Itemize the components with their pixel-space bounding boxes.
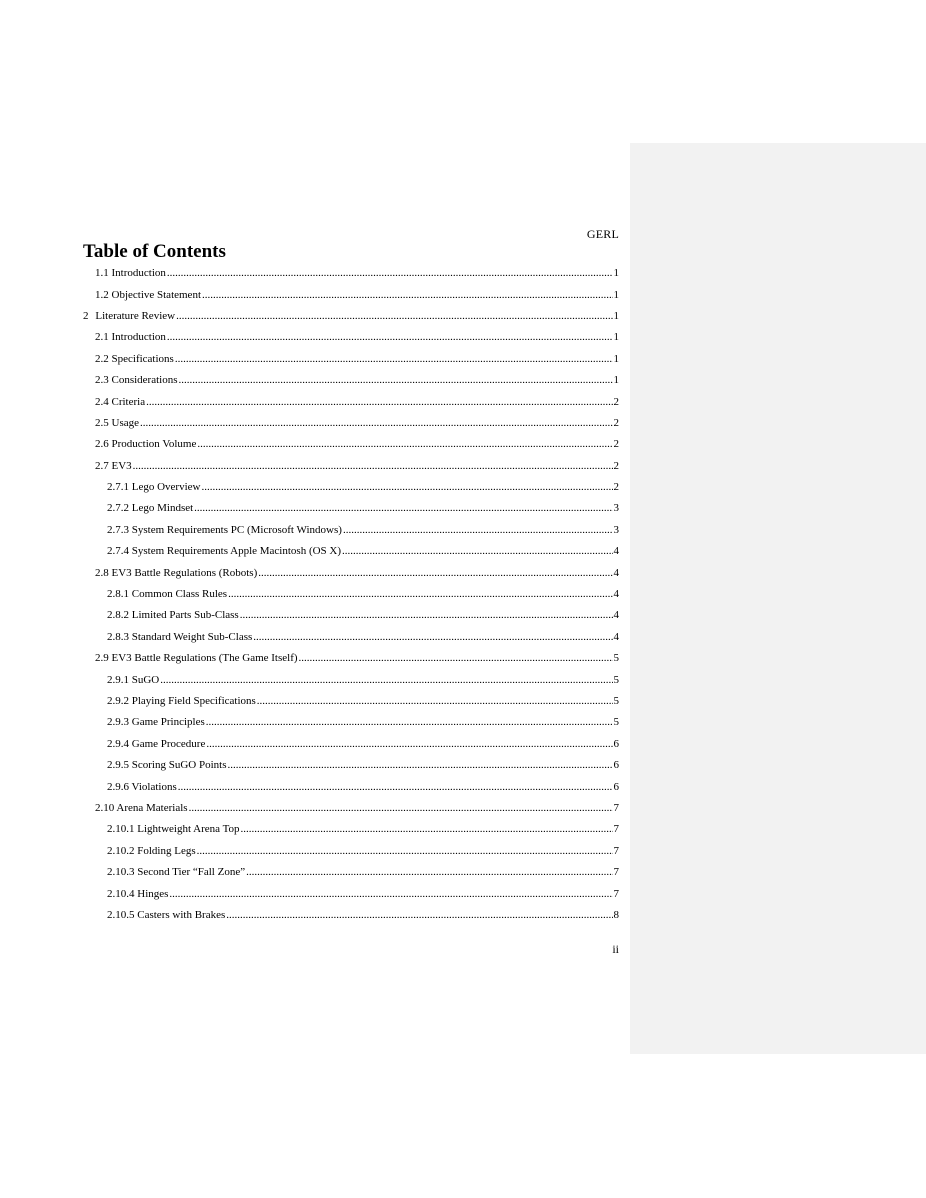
toc-entry-text: 2.1 Introduction [95,331,166,344]
toc-entry[interactable] [83,456,619,477]
toc-dot-leader [194,502,612,515]
toc-entry[interactable] [83,541,619,562]
page-number: ii [612,942,619,956]
toc-entry-page: 2 [613,459,619,472]
toc-dot-leader [241,823,613,836]
toc-entry[interactable] [83,327,619,348]
toc-entry-text: 2.10.1 Lightweight Arena Top [107,823,240,836]
toc-entry-page: 6 [613,780,619,793]
toc-entry[interactable] [83,306,619,327]
toc-dot-leader [169,888,612,901]
toc-entry[interactable] [83,477,619,498]
toc-entry[interactable] [83,413,619,434]
toc-entry-page: 4 [613,609,619,622]
toc-entry[interactable] [83,734,619,755]
toc-dot-leader [228,588,612,601]
toc-entry-text: 2.10.3 Second Tier “Fall Zone” [107,866,246,879]
toc-entry[interactable] [83,263,619,284]
toc-entry-page: 5 [613,716,619,729]
toc-entry-page: 5 [613,652,619,665]
toc-entry[interactable] [83,712,619,733]
toc-entry-text: 2.10.2 Folding Legs [107,844,196,857]
toc-dot-leader [258,567,612,580]
toc-entry-text: 2.3 Considerations [95,374,178,387]
toc-entry[interactable] [83,370,619,391]
toc-entry-page: 2 [613,481,619,494]
toc-entry[interactable] [83,862,619,883]
toc-entry-page: 4 [613,588,619,601]
toc-entry-text: 2.9.4 Game Procedure [107,737,206,750]
toc-dot-leader [167,331,613,344]
toc-entry-number: 2 [83,309,89,322]
toc-dot-leader [178,781,613,794]
toc-entry-page: 8 [613,908,619,921]
toc-entry[interactable] [83,648,619,669]
toc-entry-text: 2.10 Arena Materials [95,801,188,814]
toc-entry[interactable] [83,627,619,648]
toc-entry[interactable] [83,905,619,926]
toc-entry-page: 1 [613,352,619,365]
toc-entry-text: 2.10.4 Hinges [107,887,169,900]
toc-dot-leader [342,545,612,558]
toc-entry-page: 6 [613,759,619,772]
toc-entry-text: 2.8 EV3 Battle Regulations (Robots) [95,566,258,579]
toc-entry-page: 4 [613,545,619,558]
toc-title: Table of Contents [83,241,226,262]
toc-entry[interactable] [83,755,619,776]
toc-entry-page: 1 [613,374,619,387]
toc-dot-leader [257,695,613,708]
toc-entry-text: 2.9 EV3 Battle Regulations (The Game Itself) [95,652,298,665]
toc-entry[interactable] [83,434,619,455]
toc-entry[interactable] [83,883,619,904]
toc-dot-leader [197,845,613,858]
toc-entry[interactable] [83,605,619,626]
toc-entry-page: 7 [613,823,619,836]
toc-entry-text: 2.5 Usage [95,416,139,429]
toc-dot-leader [167,267,613,280]
toc-dot-leader [228,759,613,772]
toc-entry[interactable] [83,391,619,412]
toc-entry-text: 2.7.3 System Requirements PC (Microsoft Windows) [107,523,342,536]
toc-entry-text: 2.7.1 Lego Overview [107,481,201,494]
toc-entry-text: 2.4 Criteria [95,395,146,408]
toc-entry-page: 5 [613,673,619,686]
toc-entry-page: 4 [613,630,619,643]
toc-dot-leader [299,652,613,665]
running-header: GERL [586,227,619,241]
toc-entry-text: 2.9.3 Game Principles [107,716,205,729]
toc-entry-page: 3 [613,502,619,515]
toc-entry-text: 2.7.2 Lego Mindset [107,502,194,515]
toc-dot-leader [343,524,613,537]
toc-entry[interactable] [83,819,619,840]
toc-list [83,263,619,926]
toc-dot-leader [176,310,612,323]
toc-dot-leader [202,289,613,302]
toc-entry-page: 6 [613,737,619,750]
toc-entry-page: 7 [613,887,619,900]
toc-entry-text: 2.7 EV3 [95,459,132,472]
toc-dot-leader [160,674,612,687]
toc-entry-text: 2.7.4 System Requirements Apple Macintosh (OS X) [107,545,342,558]
toc-entry-page: 7 [613,866,619,879]
toc-entry-text: 2.8.3 Standard Weight Sub-Class [107,630,253,643]
toc-dot-leader [246,866,612,879]
toc-dot-leader [140,417,613,430]
toc-dot-leader [226,909,612,922]
toc-dot-leader [240,609,613,622]
toc-entry-text: 2.6 Production Volume [95,438,197,451]
toc-entry[interactable] [83,776,619,797]
toc-entry[interactable] [83,841,619,862]
toc-entry[interactable] [83,562,619,583]
toc-entry[interactable] [83,498,619,519]
toc-entry-page: 4 [613,566,619,579]
toc-entry-page: 2 [613,416,619,429]
toc-entry-text: 2.8.2 Limited Parts Sub-Class [107,609,239,622]
toc-entry[interactable] [83,584,619,605]
toc-dot-leader [175,353,613,366]
toc-dot-leader [189,802,613,815]
toc-entry[interactable] [83,349,619,370]
toc-entry-text: 2.8.1 Common Class Rules [107,588,228,601]
toc-entry-page: 7 [613,801,619,814]
toc-entry[interactable] [83,284,619,305]
toc-entry-text: 2.9.2 Playing Field Specifications [107,695,256,707]
toc-entry-page: 3 [613,523,619,536]
toc-dot-leader [146,396,612,409]
toc-entry-text: 1.1 Introduction [95,267,166,280]
toc-entry[interactable] [83,798,619,819]
toc-entry-text: 2.10.5 Casters with Brakes [107,908,226,921]
toc-entry[interactable] [83,520,619,541]
toc-entry-page: 1 [613,288,619,301]
toc-entry-text: 2.9.1 SuGO [107,673,160,686]
toc-dot-leader [197,438,612,451]
toc-entry-page: 1 [613,309,619,322]
toc-dot-leader [133,460,613,473]
toc-entry-text: Literature Review [95,309,176,322]
toc-entry-text: 2.2 Specifications [95,352,174,365]
toc-entry-page: 7 [613,844,619,857]
toc-entry-text: 2.9.6 Violations [107,780,177,793]
toc-entry-text: 1.2 Objective Statement [95,288,201,301]
toc-entry-page: 5 [613,695,619,707]
toc-dot-leader [206,716,613,729]
toc-dot-leader [179,374,613,387]
toc-entry[interactable] [83,669,619,690]
toc-dot-leader [201,481,612,494]
toc-entry-page: 1 [613,331,619,344]
toc-entry-text: 2.9.5 Scoring SuGO Points [107,759,227,772]
toc-entry-page: 1 [613,267,619,280]
comment-pane [630,143,926,1054]
toc-dot-leader [253,631,612,644]
toc-entry-page: 2 [613,395,619,408]
toc-entry[interactable] [83,691,619,712]
toc-dot-leader [206,738,612,751]
toc-entry-page: 2 [613,438,619,451]
